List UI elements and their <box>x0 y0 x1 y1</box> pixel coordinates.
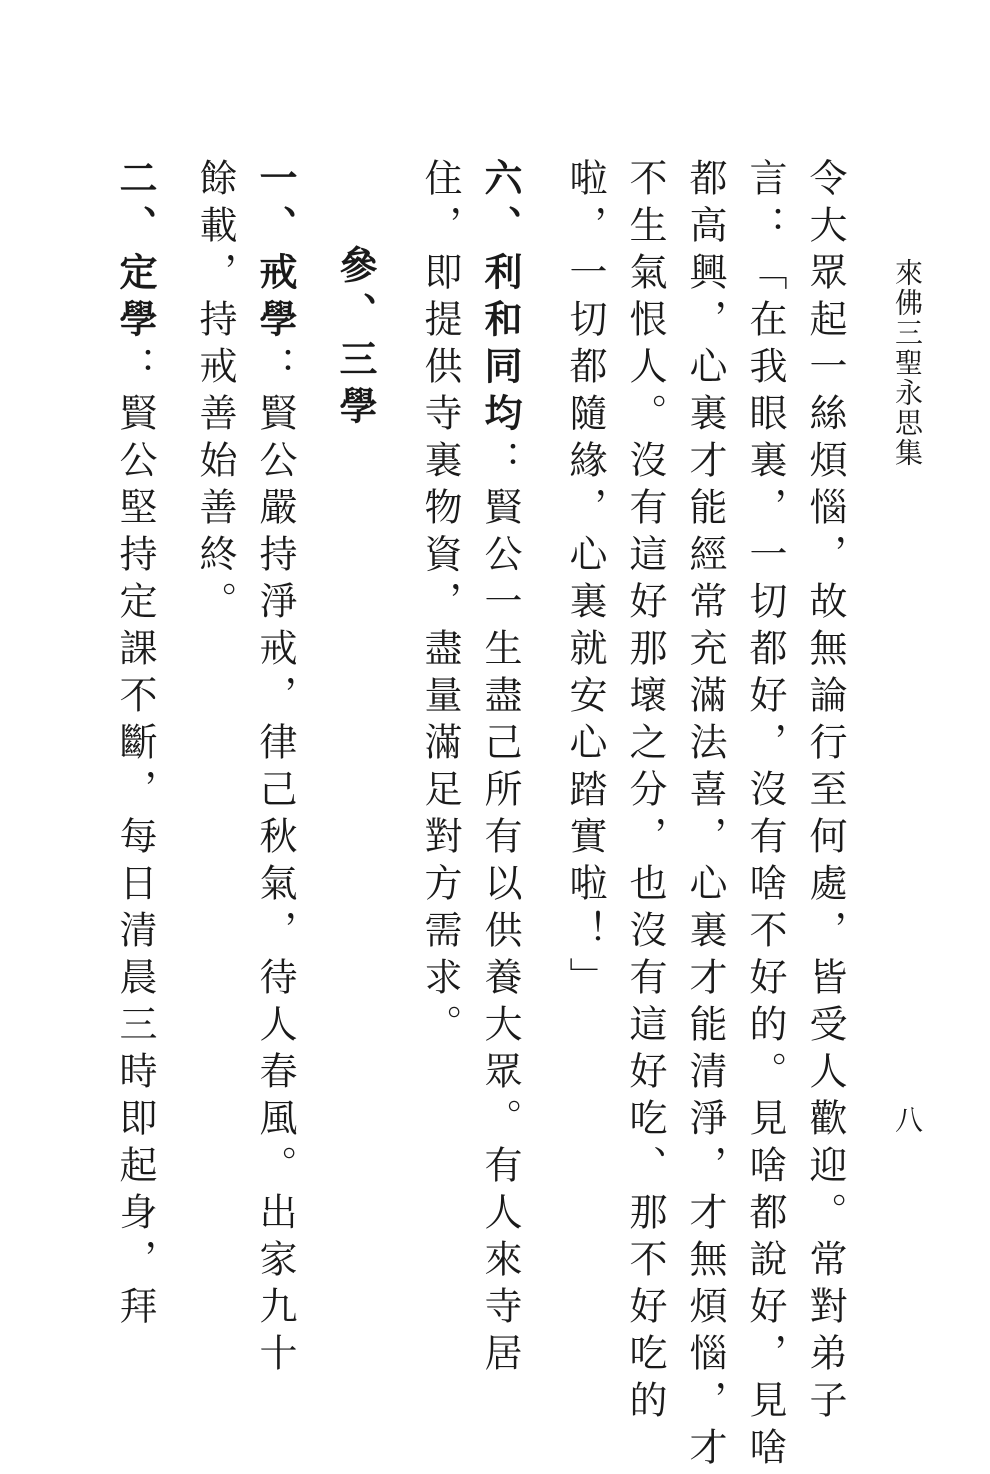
text-column-2: 言：「在我眼裏，一切都好，沒有啥不好的。見啥都說好，見啥 <box>743 158 787 1474</box>
text-column-4: 不生氣恨人。沒有這好那壞之分，也沒有這好吃、那不好吃的 <box>623 158 667 1427</box>
learning-term-concentration: 二、定學 <box>113 158 158 346</box>
section-heading-three-learnings: 參、三學 <box>333 245 378 433</box>
virtue-description: ：賢公一生盡己所有以供養大眾。有人來寺居 <box>478 440 522 1380</box>
text-column-11 <box>105 158 165 1333</box>
learning-description: ：賢公堅持定課不斷，每日清晨三時即起身，拜 <box>113 346 157 1333</box>
running-header-title: 來佛三聖永思集 <box>891 258 924 468</box>
text-column-6 <box>470 158 530 1380</box>
text-column-9 <box>245 158 305 1380</box>
text-column-10: 餘載，持戒善始善終。 <box>193 158 237 628</box>
learning-term-precepts: 一、戒學 <box>253 158 298 346</box>
page-number: 八 <box>891 1105 924 1133</box>
virtue-term-li-he-tong-jun: 六、利和同均 <box>478 158 523 440</box>
learning-description: ：賢公嚴持淨戒，律己秋氣，待人春風。出家九十 <box>253 346 297 1380</box>
text-column-7: 住，即提供寺裏物資，盡量滿足對方需求。 <box>418 158 462 1051</box>
text-column-1: 令大眾起一絲煩惱，故無論行至何處，皆受人歡迎。常對弟子 <box>803 158 847 1427</box>
text-column-5: 啦，一切都隨緣，心裏就安心踏實啦！」 <box>563 158 607 1004</box>
text-column-3: 都高興，心裏才能經常充滿法喜，心裏才能清淨，才無煩惱，才 <box>683 158 727 1474</box>
